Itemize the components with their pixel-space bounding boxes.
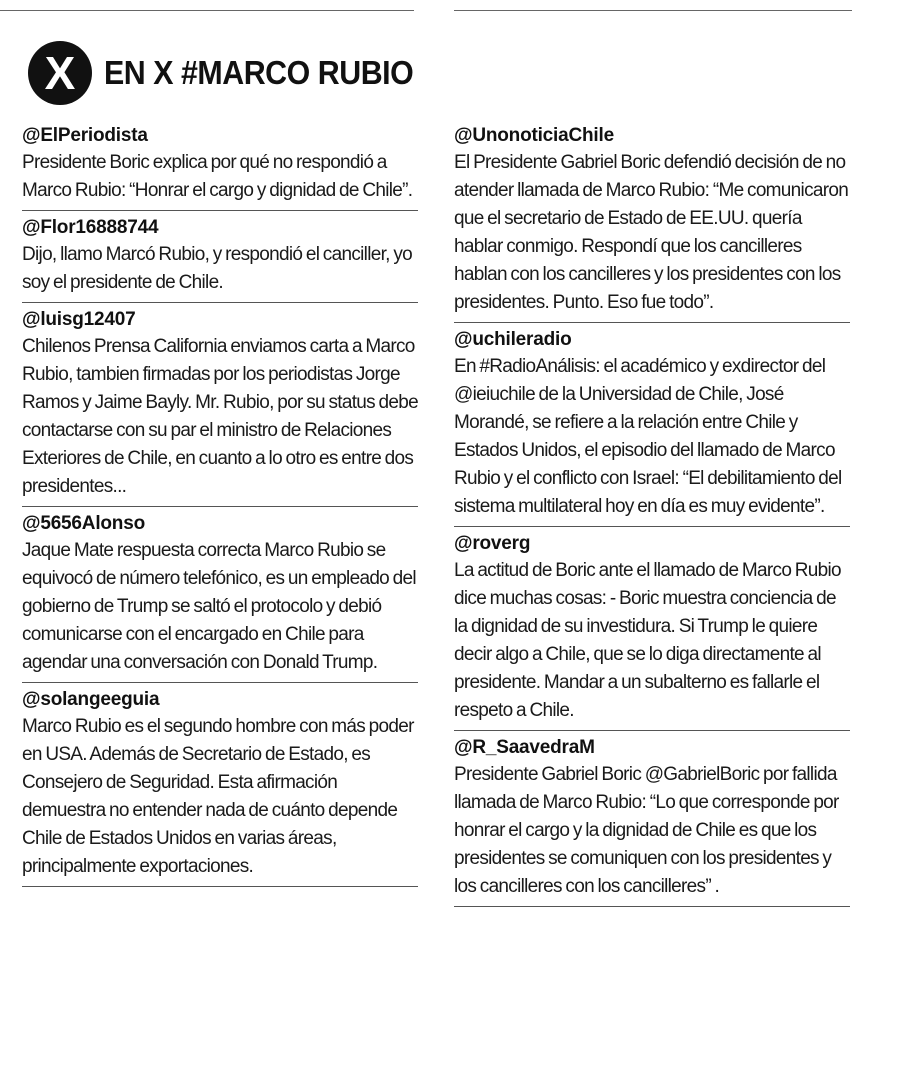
x-logo-icon: X (28, 41, 92, 105)
post (22, 683, 418, 887)
post-handle: @uchileradio (454, 329, 572, 350)
post-text: El Presidente Gabriel Boric defendió decisión de no atender llamada de Marco Rubio: “Me comunicaron que el secretario de Estado de EE.UU. quería hablar conmigo. Respondí que los cancilleres hablan con los cancilleres y los presidentes con los presidentes. Punto. Eso fue todo”. (454, 152, 849, 313)
post-handle: @solangeeguia (22, 689, 160, 710)
post (22, 211, 418, 303)
post-text: Presidente Gabriel Boric @GabrielBoric por fallida llamada de Marco Rubio: “Lo que corresponde por honrar el cargo y la dignidad de Chile es que los presidentes se comuniquen con los presidentes y los cancilleres con los cancilleres” . (454, 764, 839, 897)
post-handle: @UnonoticiaChile (454, 125, 614, 146)
post (454, 119, 850, 323)
left-column (22, 119, 418, 887)
section-title: EN X #MARCO RUBIO (104, 54, 414, 91)
post-handle: @5656Alonso (22, 513, 145, 534)
post-text: Chilenos Prensa California enviamos carta a Marco Rubio, tambien firmadas por los periodistas Jorge Ramos y Jaime Bayly. Mr. Rubio, por su status debe contactarse con su par el ministro de Relaciones Exteriores de Chile, en cuanto a lo otro es entre dos presidentes... (22, 336, 418, 497)
post-text: Presidente Boric explica por qué no respondió a Marco Rubio: “Honrar el cargo y dignidad de Chile”. (22, 152, 413, 201)
top-rule-left (0, 10, 414, 11)
post-handle: @luisg12407 (22, 309, 136, 330)
post-text: La actitud de Boric ante el llamado de Marco Rubio dice muchas cosas: - Boric muestra conciencia de la dignidad de su investidura. Si Trump le quiere decir algo a Chile, que se lo diga directamente al presidente. Mandar a un subalterno es fallarle el respeto a Chile. (454, 560, 841, 721)
top-rule-right (454, 10, 852, 11)
post (22, 119, 418, 211)
post-text: Marco Rubio es el segundo hombre con más poder en USA. Además de Secretario de Estado, es Consejero de Seguridad. Esta afirmación demuestra no entender nada de cuánto depende Chile de Estados Unidos en varias áreas, principalmente exportaciones. (22, 716, 414, 877)
post (22, 507, 418, 683)
post-handle: @R_SaavedraM (454, 737, 595, 758)
post (454, 323, 850, 527)
post (454, 731, 850, 907)
post (454, 527, 850, 731)
section-header (28, 40, 440, 106)
post-text: Jaque Mate respuesta correcta Marco Rubio se equivocó de número telefónico, es un empleado del gobierno de Trump se saltó el protocolo y debió comunicarse con el encargado en Chile para agendar una conversación con Donald Trump. (22, 540, 416, 673)
post-text: En #RadioAnálisis: el académico y exdirector del @ieiuchile de la Universidad de Chile, José Morandé, se refiere a la relación entre Chile y Estados Unidos, el episodio del llamado de Marco Rubio y el conflicto con Israel: “El debilitamiento del sistema multilateral hoy en día es muy evidente”. (454, 356, 842, 517)
post-text: Dijo, llamo Marcó Rubio, y respondió el canciller, yo soy el presidente de Chile. (22, 244, 412, 293)
post-handle: @ElPeriodista (22, 125, 148, 146)
post (22, 303, 418, 507)
right-column (454, 119, 850, 907)
post-handle: @roverg (454, 533, 531, 554)
post-handle: @Flor16888744 (22, 217, 159, 238)
